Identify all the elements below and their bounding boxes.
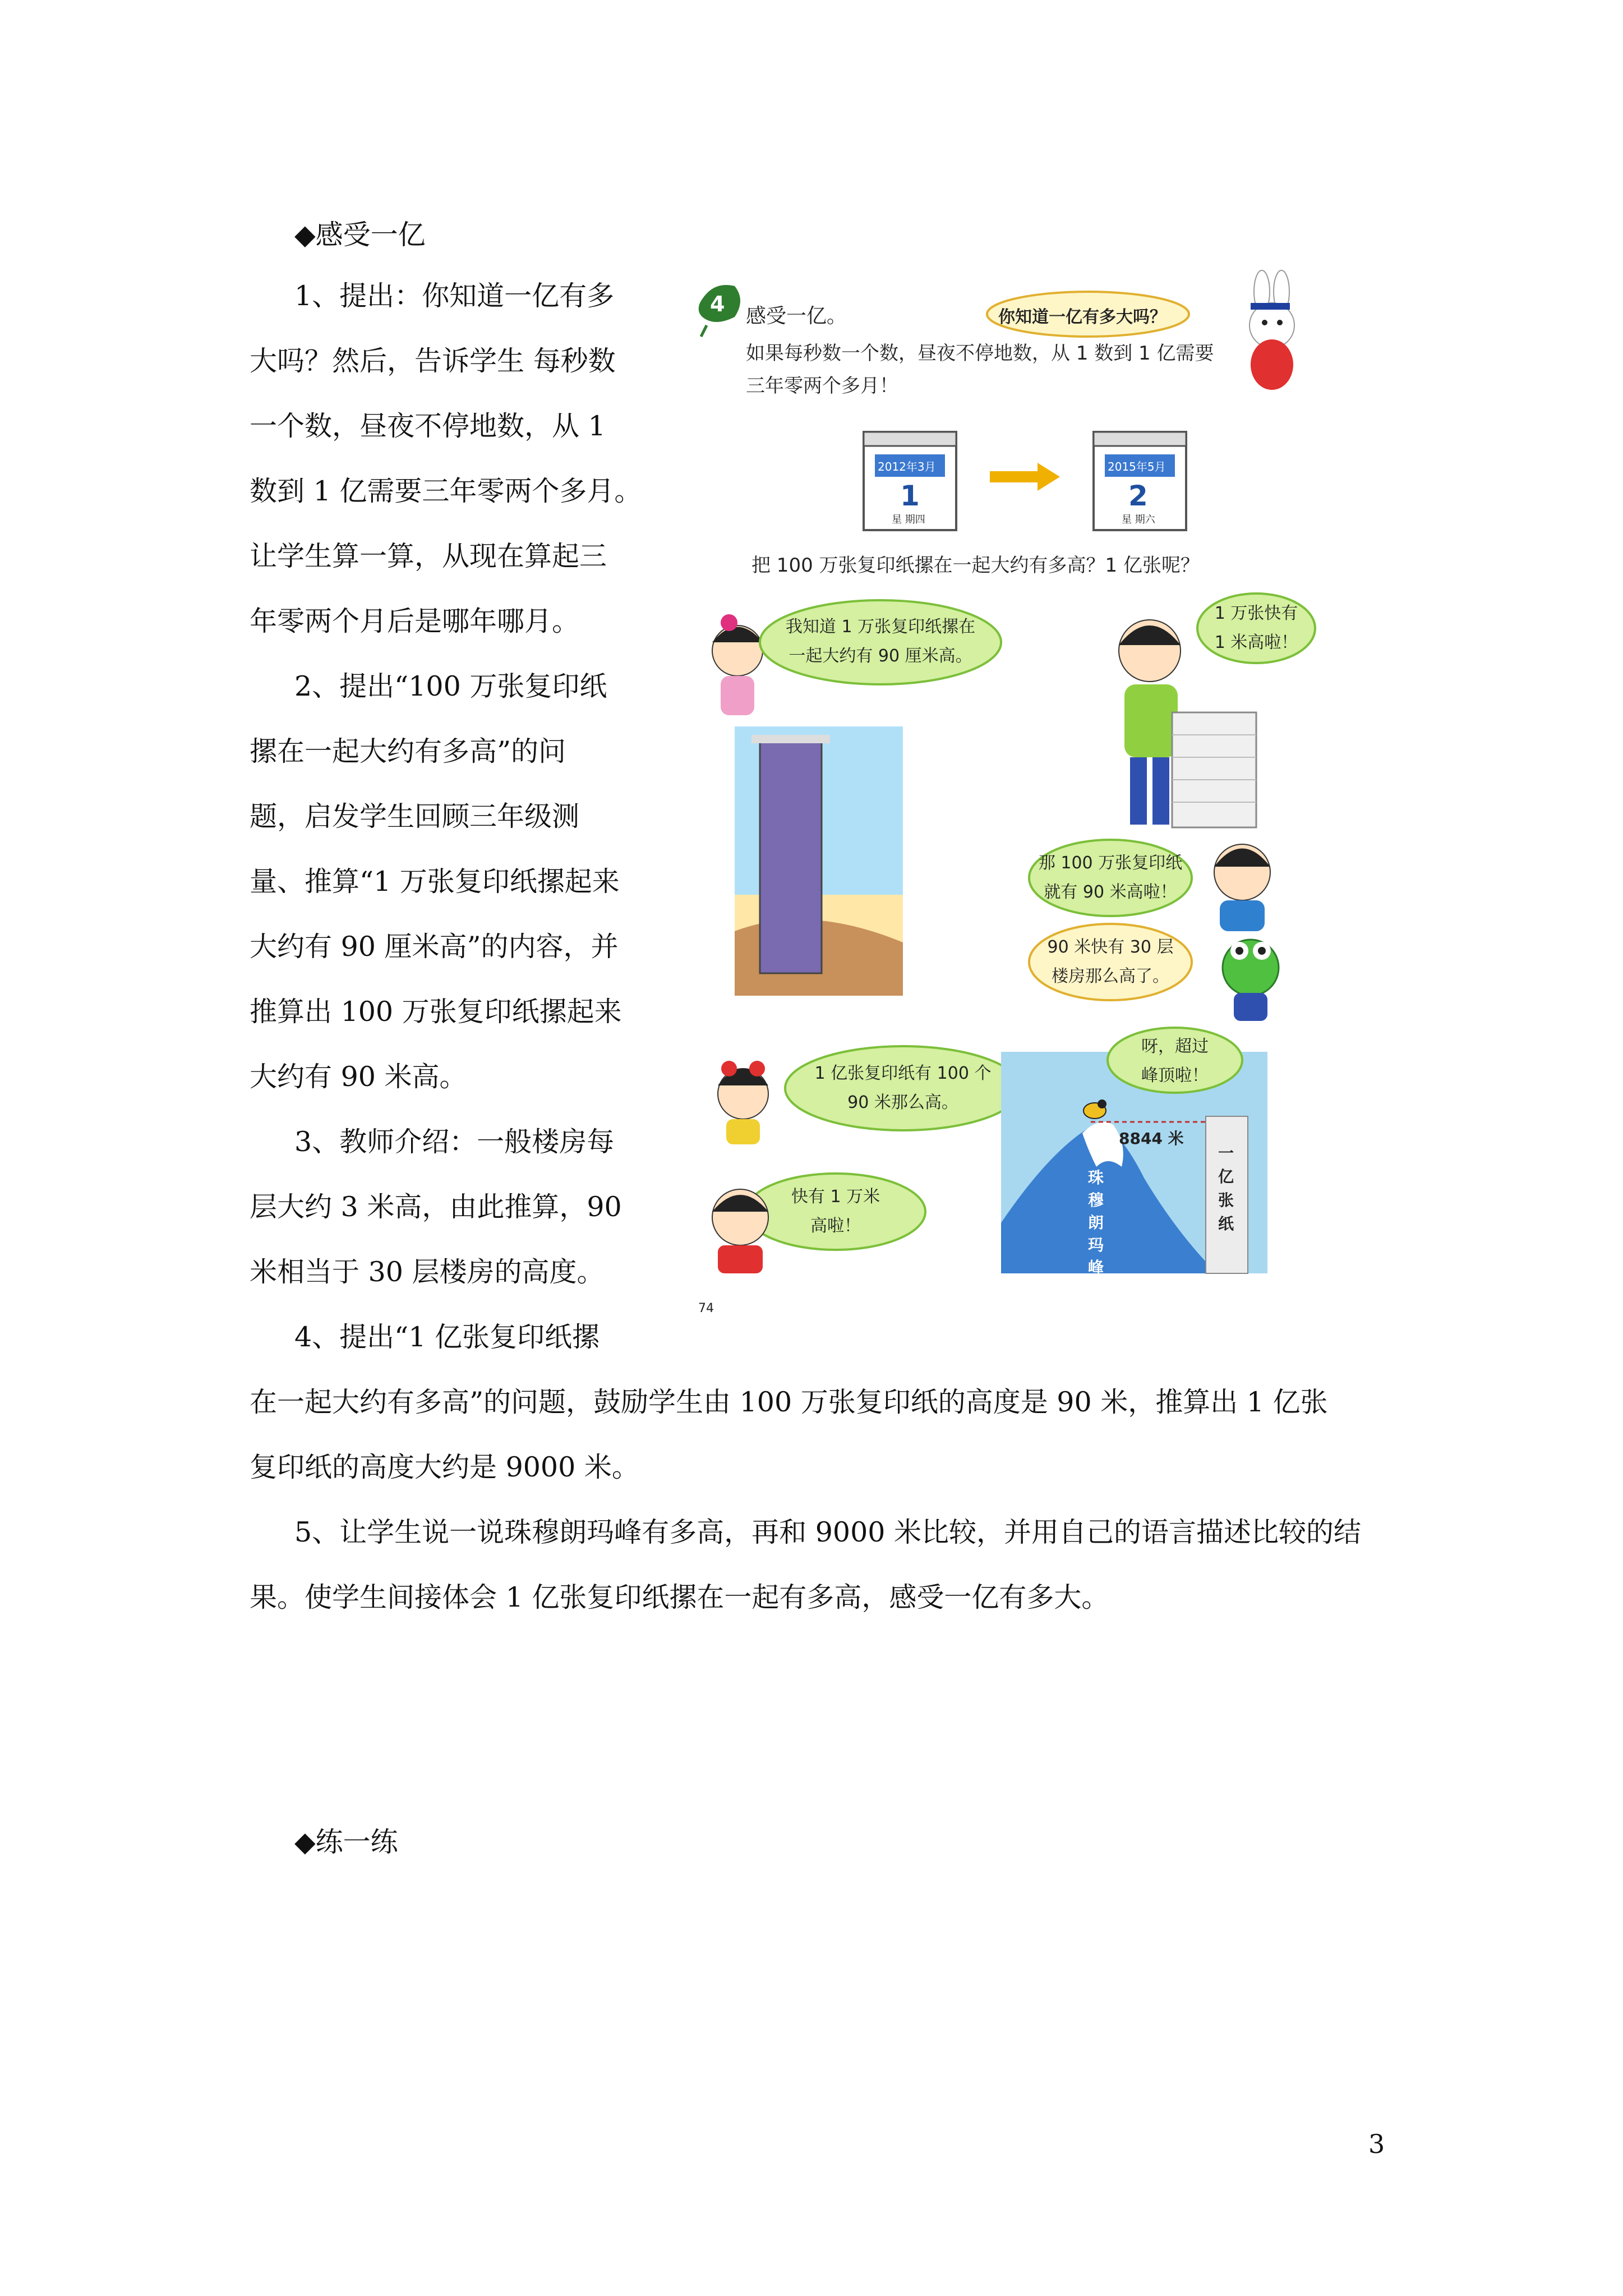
book-page-number: 74 bbox=[698, 1301, 714, 1315]
para-line: 米相当于 30 层楼房的高度。 bbox=[250, 1256, 605, 1288]
calendar1-month: 2012年3月 bbox=[878, 460, 936, 473]
paragraph-5 bbox=[250, 1500, 1394, 1630]
bubble-line: 那 100 万张复印纸 bbox=[1038, 853, 1183, 873]
calendar2-weekday: 星 期六 bbox=[1122, 514, 1155, 526]
bubble-line: 90 米那么高。 bbox=[847, 1093, 958, 1112]
para-line: 1、提出：你知道一亿有多 bbox=[294, 280, 615, 312]
para-line: 2、提出“100 万张复印纸 bbox=[294, 670, 607, 702]
calendar1-day: 1 bbox=[900, 480, 920, 512]
paragraph-2 bbox=[250, 654, 642, 1110]
para-line: 果。使学生间接体会 1 亿张复印纸摞在一起有多高，感受一亿有多大。 bbox=[250, 1581, 1109, 1613]
boy2-character-icon bbox=[1214, 844, 1270, 931]
everest-name-label: 珠穆朗玛峰 bbox=[1088, 1168, 1104, 1277]
bubble-line: 峰顶啦！ bbox=[1141, 1066, 1209, 1085]
page-number: 3 bbox=[1368, 2129, 1385, 2159]
para-line: 5、让学生说一说珠穆朗玛峰有多高，再和 9000 米比较，并用自己的语言描述比较的结 bbox=[294, 1516, 1362, 1548]
bee-bubble-text bbox=[1116, 1032, 1234, 1091]
rabbit-bubble-text: 你知道一亿有多大吗？ bbox=[998, 307, 1166, 327]
girl-bubble-text bbox=[766, 613, 995, 671]
paragraph-4 bbox=[250, 1305, 1394, 1500]
para-line: 年零两个月后是哪年哪月。 bbox=[250, 605, 580, 637]
bubble-line: 1 亿张复印纸有 100 个 bbox=[814, 1064, 992, 1083]
figure-badge-number: 4 bbox=[710, 292, 725, 316]
para-line: 大约有 90 厘米高”的内容，并 bbox=[250, 931, 619, 963]
calendar2-month: 2015年5月 bbox=[1108, 460, 1166, 473]
para-line: 一个数，昼夜不停地数，从 1 bbox=[250, 410, 606, 442]
bubble-line: 90 米快有 30 层 bbox=[1047, 937, 1174, 957]
para-line: 大约有 90 米高。 bbox=[250, 1061, 467, 1093]
bubble-line: 1 米高啦！ bbox=[1214, 633, 1298, 652]
para-line: 量、推算“1 万张复印纸摞起来 bbox=[250, 866, 620, 898]
figure-question: 把 100 万张复印纸摞在一起大约有多高？1 亿张呢？ bbox=[751, 554, 1200, 577]
para-line: 层大约 3 米高，由此推算，90 bbox=[250, 1191, 622, 1223]
girl2-bubble-text bbox=[791, 1059, 1015, 1117]
boy3-bubble-text bbox=[754, 1182, 917, 1241]
calendar1-weekday: 星 期四 bbox=[892, 514, 925, 526]
calendar2-day: 2 bbox=[1128, 480, 1148, 512]
everest-height-label: 8844 米 bbox=[1119, 1129, 1184, 1148]
bubble-line: 快有 1 万米 bbox=[791, 1187, 880, 1207]
arrow-right-icon bbox=[990, 463, 1060, 491]
para-line: 在一起大约有多高”的问题，鼓励学生由 100 万张复印纸的高度是 90 米，推算出 1 亿张 bbox=[250, 1386, 1328, 1418]
boy2-bubble-text bbox=[1035, 849, 1186, 907]
girl2-character-icon bbox=[718, 1061, 768, 1144]
para-line: 数到 1 亿需要三年零两个多月。 bbox=[250, 475, 642, 507]
paragraph-3 bbox=[250, 1110, 642, 1305]
practice-heading: ◆练一练 bbox=[294, 1826, 398, 1858]
bubble-line: 楼房那么高了。 bbox=[1052, 967, 1169, 986]
para-line: 复印纸的高度大约是 9000 米。 bbox=[250, 1451, 639, 1483]
para-line: 3、教师介绍：一般楼房每 bbox=[294, 1126, 615, 1158]
girl-character-icon bbox=[712, 614, 763, 715]
figure-title: 感受一亿。 bbox=[746, 305, 847, 328]
bubble-line: 呀，超过 bbox=[1141, 1037, 1209, 1056]
bubble-line: 我知道 1 万张复印纸摞在 bbox=[785, 617, 976, 637]
bubble-line: 就有 90 米高啦！ bbox=[1044, 882, 1177, 902]
para-line: 让学生算一算，从现在算起三 bbox=[250, 540, 607, 572]
paper-stack-label: 一亿张纸 bbox=[1218, 1144, 1234, 1233]
paragraph-1 bbox=[250, 264, 642, 654]
rabbit-character-icon bbox=[1249, 270, 1294, 390]
para-line: 大吗？然后，告诉学生 每秒数 bbox=[250, 345, 616, 377]
paper-stack-icon bbox=[1172, 712, 1256, 827]
para-line: 摞在一起大约有多高”的问 bbox=[250, 735, 566, 767]
figure-intro-line2: 三年零两个多月！ bbox=[746, 375, 898, 397]
bubble-line: 一起大约有 90 厘米高。 bbox=[789, 646, 972, 666]
frog-character-icon bbox=[1223, 940, 1279, 1021]
frog-bubble-text bbox=[1035, 933, 1186, 991]
bubble-line: 1 万张快有 bbox=[1214, 604, 1298, 623]
figure-intro-line1: 如果每秒数一个数，昼夜不停地数，从 1 数到 1 亿需要 bbox=[746, 342, 1214, 365]
boy-bubble-text bbox=[1203, 599, 1310, 657]
building-illustration bbox=[735, 726, 903, 996]
textbook-figure bbox=[695, 269, 1324, 1324]
para-line: 题，启发学生回顾三年级测 bbox=[250, 800, 580, 832]
para-line: 推算出 100 万张复印纸摞起来 bbox=[250, 996, 622, 1028]
bubble-line: 高啦！ bbox=[810, 1216, 861, 1236]
section-heading: ◆感受一亿 bbox=[294, 219, 426, 251]
para-line: 4、提出“1 亿张复印纸摞 bbox=[294, 1321, 600, 1353]
